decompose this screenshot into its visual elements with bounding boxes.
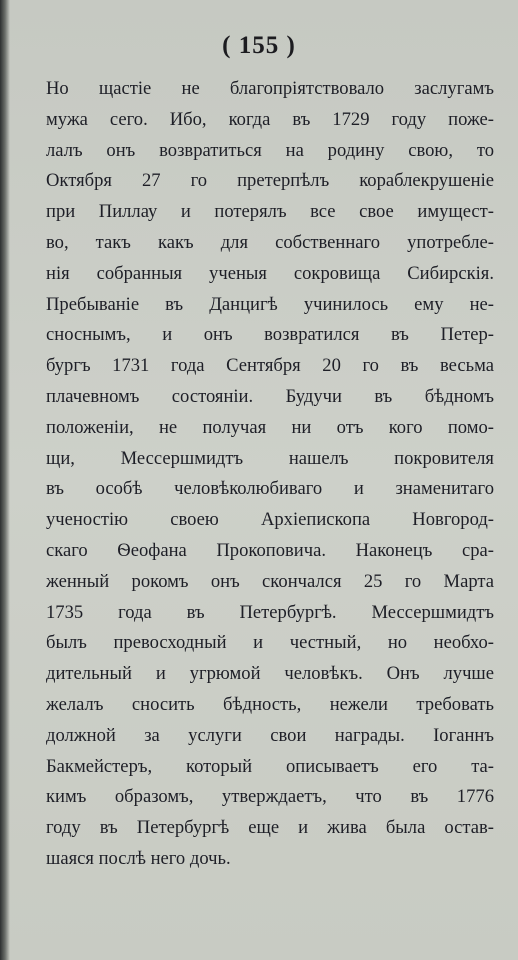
- text-line: скаго Ѳеофана Прокоповича. Наконецъ сра-: [46, 539, 494, 561]
- text-line: женный рокомъ онъ скончался 25 го Марта: [46, 570, 494, 592]
- text-line: въ особѣ человѣколюбиваго и знаменитаго: [46, 478, 494, 500]
- page-number: ( 155 ): [222, 32, 296, 59]
- text-line: мужа сего. Ибо, когда въ 1729 году поже-: [46, 108, 494, 130]
- text-line: при Пиллау и потерялъ все свое имущест-: [46, 201, 494, 223]
- text-line: лалъ онъ возвратиться на родину свою, то: [46, 139, 494, 161]
- text-line: дительный и угрюмой человѣкъ. Онъ лучше: [46, 663, 494, 685]
- text-line: году въ Петербургѣ еще и жива была остав-: [46, 817, 494, 839]
- text-line: кимъ образомъ, утверждаетъ, что въ 1776: [46, 786, 494, 808]
- text-line: бургъ 1731 года Сентября 20 го въ весьма: [46, 355, 494, 377]
- text-line: во, такъ какъ для собственнаго употребле-: [46, 231, 494, 253]
- text-line: нія собранныя ученыя сокровища Сибирскія.: [46, 262, 494, 284]
- text-line: 1735 года въ Петербургѣ. Мессершмидтъ: [46, 601, 494, 623]
- text-line: плачевномъ состояніи. Будучи въ бѣдномъ: [46, 385, 494, 407]
- text-line: Бакмейстеръ, который описываетъ его та-: [46, 755, 494, 777]
- page-gutter-shadow: [0, 0, 10, 960]
- text-line: положеніи, не получая ни отъ кого помо-: [46, 416, 494, 438]
- text-line: Но щастіе не благопріятствовало заслугамъ: [46, 78, 494, 99]
- text-line: ученостію своею Архіепископа Новгород-: [46, 509, 494, 531]
- text-line: Пребываніе въ Данцигѣ учинилось ему не-: [46, 293, 494, 315]
- body-text: [46, 74, 494, 875]
- text-line: должной за услуги свои награды. Іоганнъ: [46, 724, 494, 746]
- text-line: щи, Мессершмидтъ нашелъ покровителя: [46, 447, 494, 469]
- text-line: желалъ сносить бѣдность, нежели требовать: [46, 693, 494, 715]
- text-line: былъ превосходный и честный, но необхо-: [46, 632, 494, 654]
- text-line: Октября 27 го претерпѣлъ кораблекрушеніе: [46, 170, 494, 192]
- text-line: сноснымъ, и онъ возвратился въ Петер-: [46, 324, 494, 346]
- text-line: шаяся послѣ него дочь.: [46, 847, 231, 869]
